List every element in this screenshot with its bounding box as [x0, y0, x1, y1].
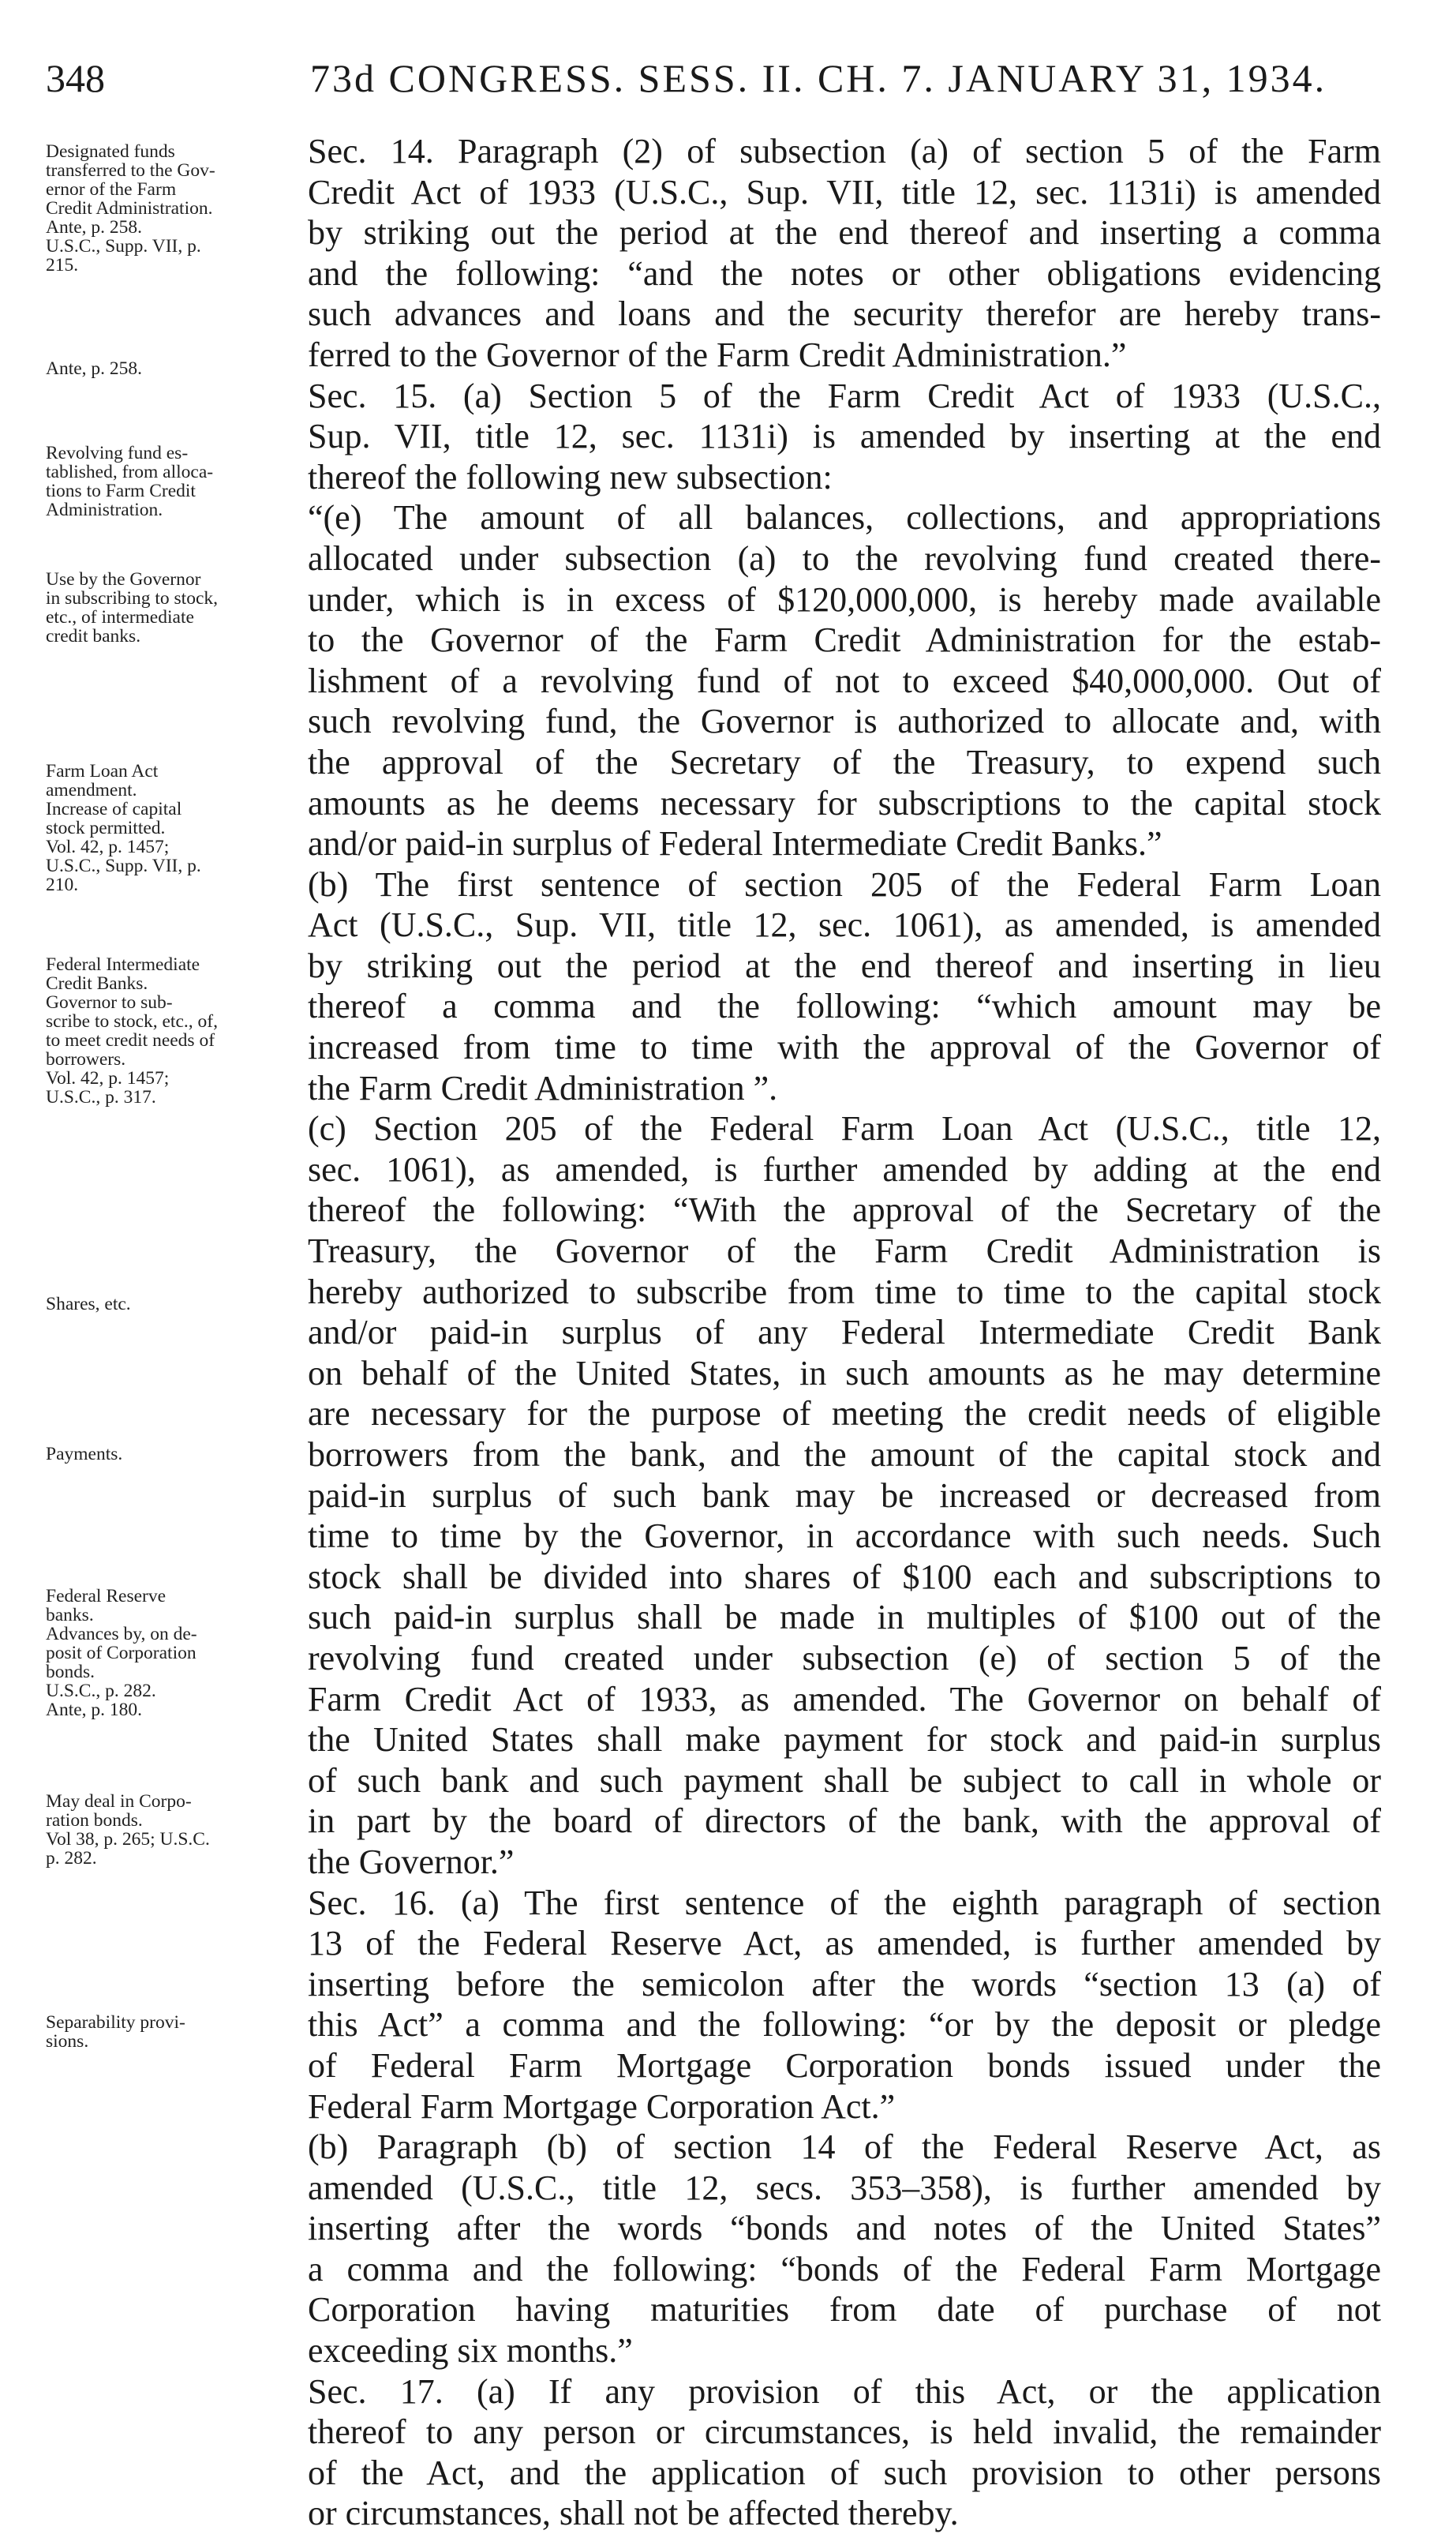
margin-note-line: amendment. [46, 781, 137, 800]
body-line: exceeding six months.” [308, 2331, 633, 2371]
body-line: (b) The first sentence of section 205 of the Federal Farm Loan [308, 864, 1381, 904]
body-line: Sec. 16. (a) The first sentence of the eighth paragraph of section [308, 1883, 1381, 1922]
body-line: (b) Paragraph (b) of section 14 of the Federal Reserve Act, as [308, 2127, 1381, 2167]
body-line: of such bank and such payment shall be subject to call in whole or [308, 1760, 1381, 1800]
body-line: ferred to the Governor of the Farm Credit Administration.” [308, 335, 1127, 374]
margin-note-line: sions. [46, 2032, 89, 2051]
body-line: Treasury, the Governor of the Farm Credit Administration is [308, 1231, 1381, 1271]
body-line: revolving fund created under subsection (e) of section 5 of the [308, 1638, 1381, 1677]
margin-note [46, 2013, 306, 2051]
margin-note-line: Federal Reserve [46, 1587, 167, 1606]
body-line: (c) Section 205 of the Federal Farm Loan Act (U.S.C., title 12, [308, 1109, 1381, 1149]
margin-note-line: to meet credit needs of [46, 1031, 215, 1050]
body-line: by striking out the period at the end thereof and inserting a comma [308, 213, 1381, 253]
body-line: in part by the board of directors of the bank, with the approval of [308, 1801, 1381, 1841]
body-line: under, which is in excess of $120,000,000, is hereby made available [308, 579, 1381, 619]
margin-note-line: Ante, p. 258. [46, 359, 143, 378]
margin-note-line: scribe to stock, etc., of, [46, 1012, 218, 1031]
margin-note-line: Credit Administration. [46, 199, 213, 218]
margin-note-line: borrowers. [46, 1050, 126, 1069]
body-line: the Farm Credit Administration ”. [308, 1068, 778, 1108]
margin-note-line: etc., of intermediate [46, 608, 194, 627]
margin-note-line: credit banks. [46, 627, 141, 646]
body-line: amended (U.S.C., title 12, secs. 353–358), is further amended by [308, 2168, 1381, 2207]
body-line: inserting after the words “bonds and notes of the United States” [308, 2209, 1381, 2248]
margin-note [46, 1792, 306, 1868]
body-line: Sup. VII, title 12, sec. 1131i) is amended by inserting at the end [308, 417, 1381, 456]
body-line: lishment of a revolving fund of not to exceed $40,000,000. Out of [308, 661, 1381, 700]
margin-note-line: Separability provi- [46, 2013, 185, 2032]
margin-note-line: posit of Corporation [46, 1644, 197, 1662]
margin-note-line: Vol. 42, p. 1457; [46, 838, 170, 857]
body-line: time to time by the Governor, in accordance with such needs. Such [308, 1516, 1381, 1556]
body-line: Corporation having maturities from date of purchase of not [308, 2290, 1381, 2330]
margin-note-line: Farm Loan Act [46, 762, 159, 781]
margin-note-line: transferred to the Gov- [46, 161, 215, 180]
body-line: of the Act, and the application of such provision to other persons [308, 2453, 1381, 2492]
body-line: Federal Farm Mortgage Corporation Act.” [308, 2086, 896, 2126]
body-line: and/or paid-in surplus of Federal Intermediate Credit Banks.” [308, 824, 1162, 864]
body-line: thereof the following new subsection: [308, 457, 833, 497]
margin-note-line: Use by the Governor [46, 570, 201, 589]
body-line: a comma and the following: “bonds of the Federal Farm Mortgage [308, 2249, 1381, 2288]
body-line: allocated under subsection (a) to the revolving fund created there- [308, 538, 1381, 578]
margin-note-line: Increase of capital [46, 800, 182, 819]
margin-note [46, 1295, 306, 1314]
margin-note [46, 955, 306, 1107]
body-line: by striking out the period at the end thereof and inserting in lieu [308, 946, 1381, 985]
running-head: 73d CONGRESS. SESS. II. CH. 7. JANUARY 31, 1934. [310, 56, 1327, 100]
body-line: increased from time to time with the approval of the Governor of [308, 1028, 1381, 1067]
body-line: or circumstances, shall not be affected thereby. [308, 2494, 959, 2533]
margin-note-line: 215. [46, 256, 79, 275]
margin-note-line: in subscribing to stock, [46, 589, 219, 608]
margin-note [46, 1587, 306, 1719]
body-line: such paid-in surplus shall be made in multiples of $100 out of the [308, 1598, 1381, 1637]
margin-note-line: Designated funds [46, 142, 175, 161]
body-line: Sec. 17. (a) If any provision of this Act, or the application [308, 2371, 1381, 2411]
body-line: stock shall be divided into shares of $100 each and subscriptions to [308, 1557, 1381, 1596]
margin-note-line: stock permitted. [46, 819, 166, 838]
margin-note-line: bonds. [46, 1662, 95, 1681]
body-line: sec. 1061), as amended, is further amended by adding at the end [308, 1149, 1381, 1189]
margin-note-line: ernor of the Farm [46, 180, 177, 199]
body-line: inserting before the semicolon after the words “section 13 (a) of [308, 1964, 1381, 2004]
body-line: borrowers from the bank, and the amount of the capital stock and [308, 1435, 1381, 1474]
margin-note-line: Advances by, on de- [46, 1625, 197, 1644]
body-line: and the following: “and the notes or other obligations evidencing [308, 253, 1381, 293]
statute-body [308, 131, 1381, 2534]
margin-note-line: p. 282. [46, 1849, 97, 1868]
body-line: of Federal Farm Mortgage Corporation bonds issued under the [308, 2045, 1381, 2085]
margin-note-line: U.S.C., Supp. VII, p. [46, 857, 201, 875]
body-line: Sec. 14. Paragraph (2) of subsection (a) of section 5 of the Farm [308, 132, 1381, 171]
margin-note-line: May deal in Corpo- [46, 1792, 192, 1811]
body-line: thereof the following: “With the approval of the Secretary of the [308, 1190, 1381, 1230]
margin-note-line: ration bonds. [46, 1811, 143, 1830]
body-line: and/or paid-in surplus of any Federal Intermediate Credit Bank [308, 1313, 1381, 1352]
body-line: such revolving fund, the Governor is authorized to allocate and, with [308, 702, 1381, 741]
body-line: Farm Credit Act of 1933, as amended. The Governor on behalf of [308, 1679, 1381, 1719]
body-line: on behalf of the United States, in such amounts as he may determine [308, 1353, 1381, 1393]
margin-note-line: banks. [46, 1606, 94, 1625]
body-line: Sec. 15. (a) Section 5 of the Farm Credit Act of 1933 (U.S.C., [308, 376, 1381, 415]
body-line: 13 of the Federal Reserve Act, as amended, is further amended by [308, 1924, 1381, 1963]
body-line: Act (U.S.C., Sup. VII, title 12, sec. 1061), as amended, is amended [308, 905, 1381, 945]
body-line: paid-in surplus of such bank may be increased or decreased from [308, 1475, 1381, 1515]
body-line: to the Governor of the Farm Credit Administration for the estab- [308, 620, 1381, 660]
margin-note-line: Ante, p. 258. [46, 218, 143, 237]
margin-note-line: Credit Banks. [46, 974, 148, 993]
body-line: “(e) The amount of all balances, collections, and appropriations [308, 498, 1381, 538]
body-line: thereof to any person or circumstances, is held invalid, the remainder [308, 2412, 1381, 2452]
margin-note-line: Shares, etc. [46, 1295, 131, 1314]
margin-note [46, 570, 306, 646]
margin-note-line: Federal Intermediate [46, 955, 200, 974]
body-line: thereof a comma and the following: “which amount may be [308, 987, 1381, 1026]
body-line: the approval of the Secretary of the Treasury, to expend such [308, 742, 1381, 782]
margin-note [46, 359, 306, 378]
margin-note [46, 142, 306, 275]
margin-note-line: Vol. 42, p. 1457; [46, 1069, 170, 1088]
page-header [0, 55, 1456, 118]
margin-note-line: Revolving fund es- [46, 444, 189, 463]
margin-note-line: Vol 38, p. 265; U.S.C. [46, 1830, 210, 1849]
margin-note-line: U.S.C., p. 282. [46, 1681, 156, 1700]
body-line: amounts as he deems necessary for subscriptions to the capital stock [308, 783, 1381, 823]
body-line: hereby authorized to subscribe from time to time to the capital stock [308, 1272, 1381, 1311]
margin-note-line: U.S.C., p. 317. [46, 1088, 156, 1107]
margin-note-line: tions to Farm Credit [46, 482, 196, 500]
page-number: 348 [46, 56, 105, 100]
body-line: Credit Act of 1933 (U.S.C., Sup. VII, title 12, sec. 1131i) is amended [308, 172, 1381, 212]
body-line: the Governor.” [308, 1842, 515, 1881]
margin-note-line: Administration. [46, 500, 163, 519]
body-line: this Act” a comma and the following: “or by the deposit or pledge [308, 2005, 1381, 2045]
margin-note-line: Governor to sub- [46, 993, 173, 1012]
margin-note-line: Ante, p. 180. [46, 1700, 143, 1719]
margin-note-line: Payments. [46, 1445, 123, 1464]
body-line: are necessary for the purpose of meeting the credit needs of eligible [308, 1394, 1381, 1434]
margin-note-line: 210. [46, 875, 79, 894]
margin-note-line: tablished, from alloca- [46, 463, 214, 482]
margin-note [46, 762, 306, 894]
margin-note [46, 1445, 306, 1464]
margin-note-line: U.S.C., Supp. VII, p. [46, 237, 201, 256]
margin-note [46, 444, 306, 519]
body-line: such advances and loans and the security therefor are hereby trans- [308, 294, 1381, 334]
body-line: the United States shall make payment for stock and paid-in surplus [308, 1720, 1381, 1760]
